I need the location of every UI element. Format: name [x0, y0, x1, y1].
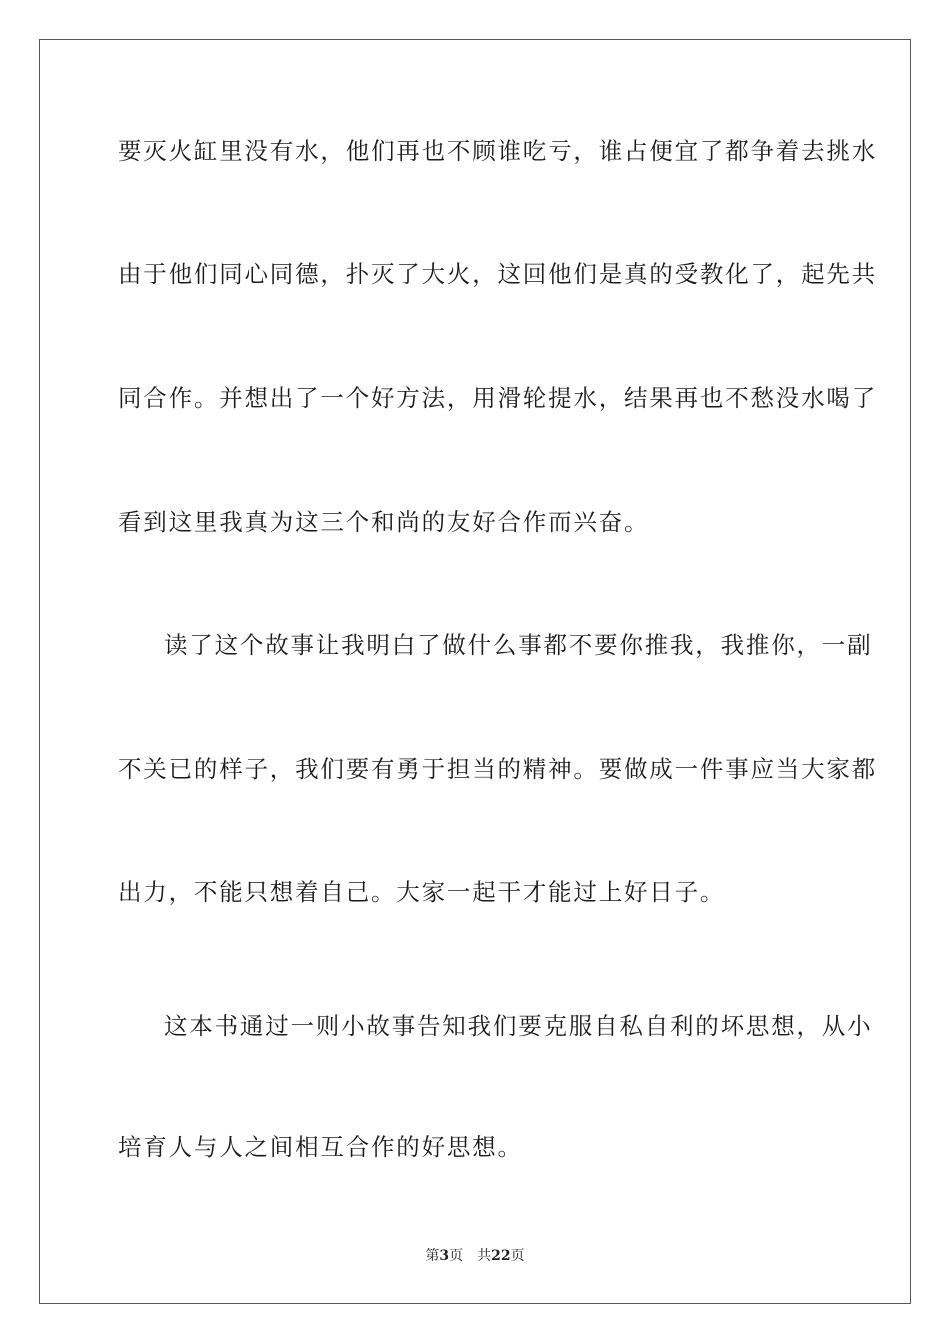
total-prefix: 共 — [477, 1248, 492, 1264]
total-pages: 22 — [491, 1248, 511, 1264]
text-line-6: 不关已的样子，我们要有勇于担当的精神。要做成一件事应当大家都 — [118, 755, 877, 783]
text-line-2: 由于他们同心同德，扑灭了大火，这回他们是真的受教化了，起先共 — [118, 260, 877, 288]
page-suffix: 页 — [449, 1248, 464, 1264]
text-line-9: 培育人与人之间相互合作的好思想。 — [118, 1133, 523, 1161]
page-prefix: 第 — [425, 1248, 440, 1264]
text-line-5: 读了这个故事让我明白了做什么事都不要你推我，我推你，一副 — [164, 631, 873, 659]
text-line-1: 要灭火缸里没有水，他们再也不顾谁吃亏，谁占便宜了都争着去挑水 — [118, 137, 877, 165]
page-footer — [0, 1247, 950, 1265]
page-number: 3 — [439, 1248, 450, 1264]
text-line-4: 看到这里我真为这三个和尚的友好合作而兴奋。 — [118, 508, 650, 536]
text-line-7: 出力，不能只想着自己。大家一起干才能过上好日子。 — [118, 878, 726, 906]
text-line-8: 这本书通过一则小故事告知我们要克服自私自利的坏思想，从小 — [164, 1012, 873, 1040]
total-suffix: 页 — [510, 1248, 525, 1264]
page-border — [39, 39, 911, 1304]
text-line-3: 同合作。并想出了一个好方法，用滑轮提水，结果再也不愁没水喝了 — [118, 384, 877, 412]
